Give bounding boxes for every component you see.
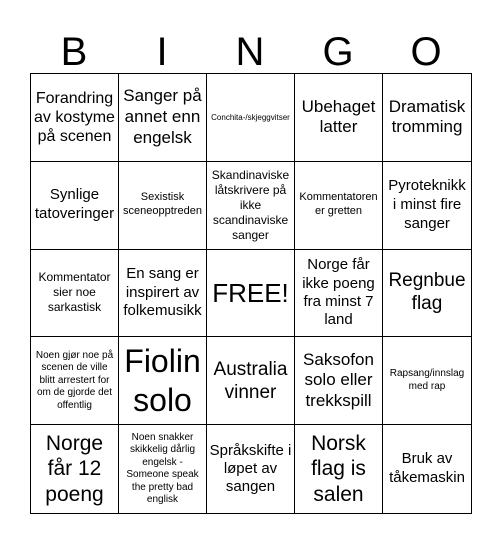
header-letter-b: B [60, 30, 88, 74]
header-letter-n: N [235, 30, 265, 74]
bingo-cell[interactable] [31, 425, 119, 513]
header-letter-o: O [410, 30, 442, 74]
bingo-cell-text: Kommentator sier noe sarkastisk [38, 270, 111, 315]
bingo-cell[interactable] [31, 250, 119, 338]
bingo-cell[interactable] [207, 74, 295, 162]
bingo-cell[interactable] [383, 162, 471, 250]
bingo-cell[interactable] [383, 337, 471, 425]
bingo-cell-text: En sang er inspirert av folkemusikk [123, 264, 202, 320]
bingo-cell-text: Noen snakker skikkelig dårlig engelsk - Someone speak the pretty bad englisk [126, 431, 199, 506]
bingo-cell-text: Dramatisk tromming [388, 96, 466, 137]
bingo-cell-text: Noen gjør noe på scenen de ville blitt arrestert for om de gjorde det offentlig [35, 349, 114, 411]
bingo-cell-text: Conchita-/skjeggvitser [211, 112, 290, 122]
bingo-cell[interactable] [383, 74, 471, 162]
bingo-cell-text: Norsk flag is salen [311, 432, 366, 506]
bingo-cell[interactable] [119, 425, 207, 513]
bingo-cell[interactable] [207, 425, 295, 513]
bingo-cell-text: Skandinaviske låtskrivere på ikke scandinaviske sanger [211, 167, 290, 242]
bingo-cell-text: Sanger på annet enn engelsk [123, 86, 202, 147]
bingo-cell-text: Forandring av kostyme på scenen [34, 89, 115, 145]
bingo-cell[interactable] [31, 337, 119, 425]
bingo-cell[interactable] [119, 337, 207, 425]
bingo-cell-text: Saksofon solo eller trekkspill [303, 349, 374, 411]
bingo-cell-text: Sexistisk sceneopptreden [123, 191, 202, 218]
bingo-cell[interactable] [207, 337, 295, 425]
bingo-cell[interactable] [207, 250, 295, 338]
bingo-cell-text: Norge får 12 poeng [45, 432, 104, 506]
bingo-cell[interactable] [295, 250, 383, 338]
bingo-cell-text: Pyroteknikk i minst fire sanger [388, 177, 466, 232]
bingo-cell[interactable] [295, 425, 383, 513]
bingo-cell[interactable] [295, 74, 383, 162]
bingo-cell-text: Synlige tatoveringer [34, 186, 115, 223]
bingo-cell[interactable] [119, 74, 207, 162]
bingo-header [30, 30, 472, 75]
bingo-cell[interactable] [295, 337, 383, 425]
bingo-cell[interactable] [207, 162, 295, 250]
bingo-cell[interactable] [119, 250, 207, 338]
bingo-cell-text: FREE! [212, 277, 289, 308]
bingo-cell[interactable] [119, 162, 207, 250]
bingo-cell-text: Fiolin solo [124, 343, 201, 418]
header-letter-i: I [156, 30, 168, 74]
bingo-cell[interactable] [31, 74, 119, 162]
bingo-cell[interactable] [383, 425, 471, 513]
bingo-cell[interactable] [383, 250, 471, 338]
bingo-cell-text: Kommentatoren er gretten [299, 191, 378, 218]
bingo-cell-text: Rapsang/innslag med rap [389, 368, 465, 392]
bingo-cell[interactable] [295, 162, 383, 250]
bingo-cell-text: Regnbue flag [388, 270, 466, 314]
bingo-cell[interactable] [31, 162, 119, 250]
bingo-cell-text: Norge får ikke poeng fra minst 7 land [302, 256, 375, 329]
header-letter-g: G [322, 30, 354, 74]
bingo-grid [30, 73, 472, 514]
bingo-cell-text: Australia vinner [213, 358, 288, 403]
bingo-cell-text: Bruk av tåkemaskin [389, 450, 465, 487]
bingo-cell-text: Ubehaget latter [301, 96, 376, 137]
bingo-cell-text: Språkskifte i løpet av sangen [209, 441, 292, 496]
